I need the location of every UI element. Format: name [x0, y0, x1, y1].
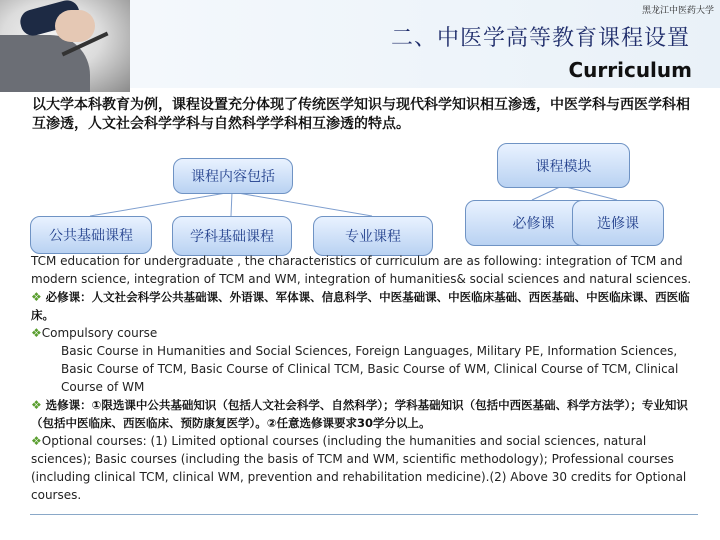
course-module-box: 课程模块: [497, 143, 630, 188]
bullet-icon: ❖: [31, 326, 42, 340]
body-text: [31, 252, 701, 504]
compulsory-title-paragraph: [31, 324, 701, 342]
compulsory-en: Basic Course in Humanities and Social Sciences, Foreign Languages, Military PE, Information Sciences, Basic Course of TCM, Basic Course of Clinical TCM, Basic Course of WM, Clinical Course of TCM, Clinical Course of WM: [61, 344, 679, 394]
intro-text: 以大学本科教育为例，课程设置充分体现了传统医学知识与现代科学知识相互渗透，中医学科与西医学科相互渗透，人文社会科学学科与自然科学学科相互渗透的特点。: [32, 97, 690, 132]
intro-en: TCM education for undergraduate , the characteristics of curriculum are as following: integration of TCM and modern science, integration of TCM and WM, integration of humanities& social sciences and natural sciences.: [31, 254, 692, 286]
public-basic-course-box: 公共基础课程: [30, 216, 152, 254]
elective-course-box: 选修课: [572, 200, 664, 246]
optional-en: Optional courses: (1) Limited optional courses (including the humanities and social sciences, natural sciences); Basic courses (including the basis of TCM and WM, scientific methodology); Professional courses (including clinical TCM, clinical WM, prevention and rehabilitation medicine).(2) Above 30 credits for Optional courses.: [31, 434, 687, 502]
elective-cn: 选修课：①限选课中公共基础知识（包括人文社会科学、自然科学）；学科基础知识（包括中西医基础、科学方法学）；专业知识（包括中医临床、西医临床、预防康复医学）。②任意选修课要求30学分以上。: [31, 398, 688, 430]
optional-en-paragraph: [31, 432, 701, 504]
required-cn: 必修课：人文社会科学公共基础课、外语课、军体课、信息科学、中医基础课、中医临床基础、西医基础、中医临床课、西医临床。: [31, 290, 690, 322]
elective-cn-paragraph: [31, 396, 701, 432]
subject-basic-course-box: 学科基础课程: [172, 216, 292, 256]
specialty-course-box: 专业课程: [313, 216, 433, 256]
compulsory-title: Compulsory course: [41, 326, 158, 340]
bullet-icon: ❖: [31, 290, 42, 304]
required-cn-paragraph: [31, 288, 701, 324]
bullet-icon: ❖: [31, 398, 42, 412]
bullet-icon: ❖: [31, 434, 42, 448]
slide-title-en: Curriculum: [568, 58, 692, 82]
footer-divider: [30, 514, 698, 515]
slide-title-cn: 二、中医学高等教育课程设置: [390, 26, 690, 51]
course-content-box: 课程内容包括: [173, 158, 293, 194]
school-name: 黑龙江中医药大学: [641, 6, 714, 16]
required-course-box: 必修课: [465, 200, 602, 246]
